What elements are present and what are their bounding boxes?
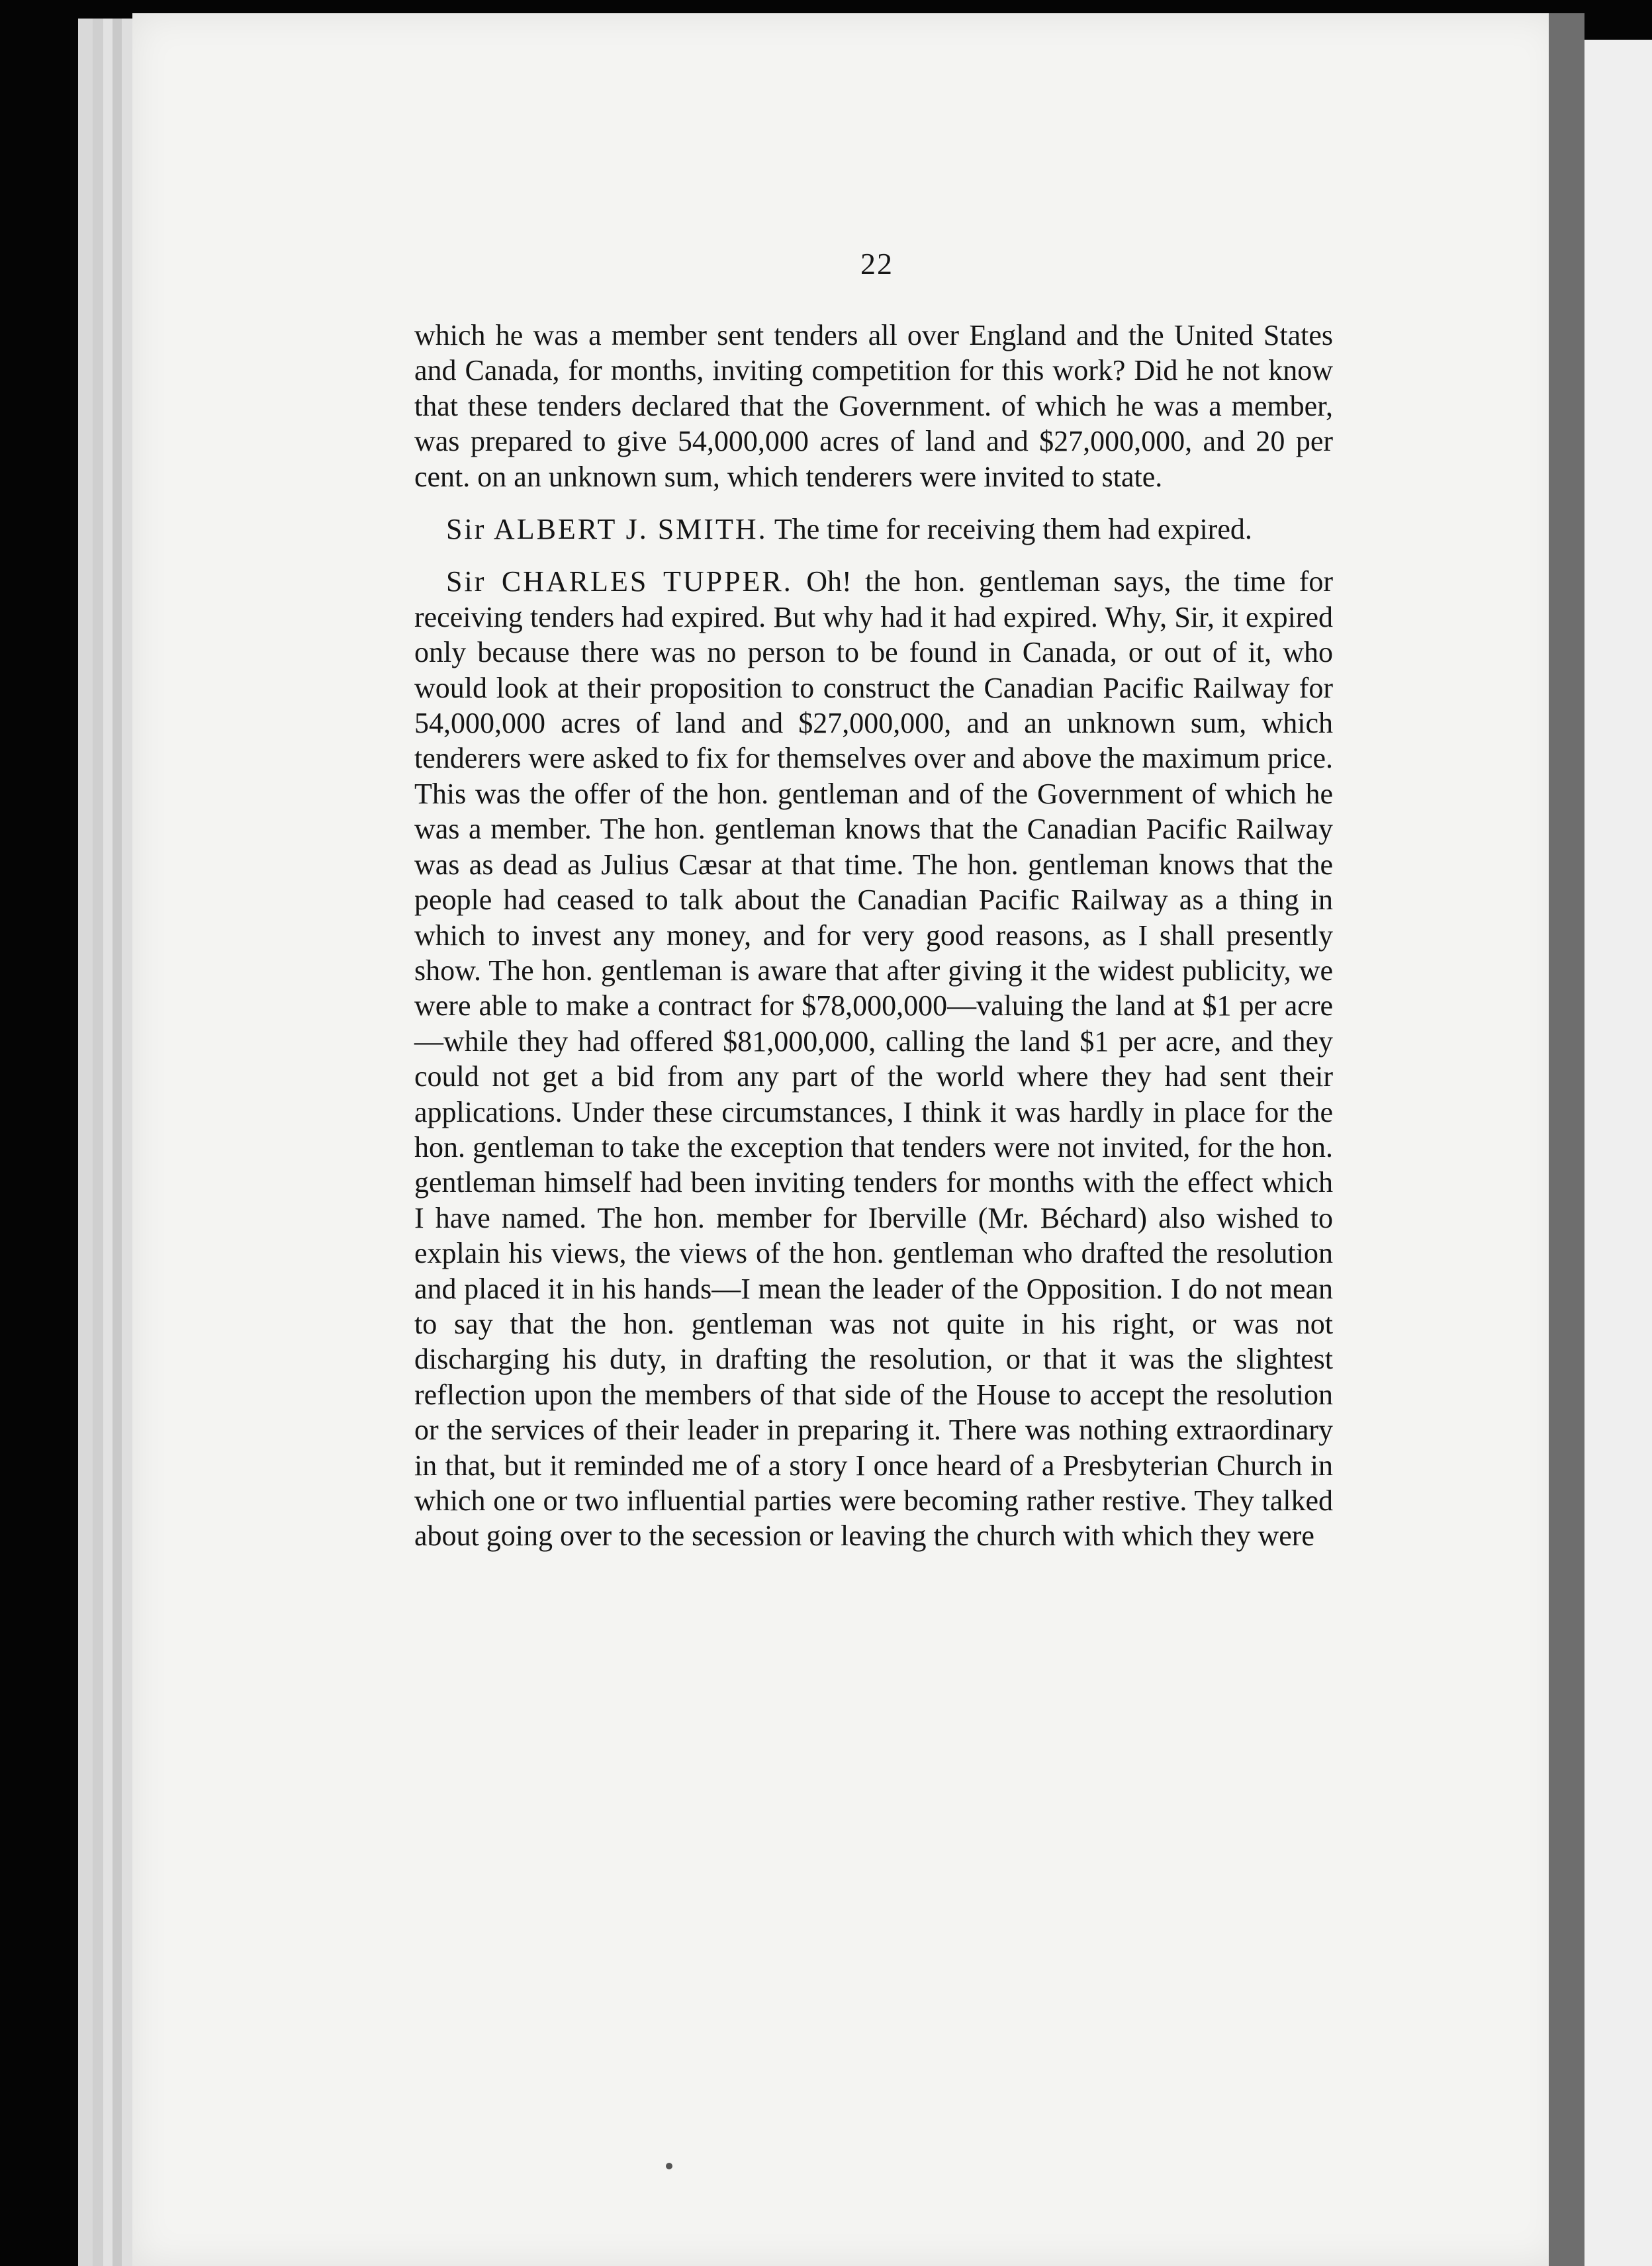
page-gutter [1549,13,1584,2266]
speaker-name: Sir CHARLES TUPPER. [446,565,793,598]
ink-speck [666,2163,672,2169]
paragraph-text: Oh! the hon. gentleman says, the time for receiving tenders had expired. But why had it had expired. Why, Sir, it expired only because there was no person to be found in Canada, or out of it, who would look at their proposition to construct the Canadian Pacific Railway for 54,000,000 acres of land and $27,000,000, and an unknown sum, which tenderers were asked to fix for themselves over and above the maximum price. This was the offer of the hon. gentleman and of the Government of which he was a member. The hon. gentleman knows that the Canadian Pacific Railway was as dead as Julius Cæsar at that time. The hon. gentleman knows that the people had ceased to talk about the Canadian Pacific Railway as a thing in which to invest any money, and for very good reasons, as I shall presently show. The hon. gentleman is aware that after giving it the widest publicity, we were able to make a contract for $78,000,000—valuing the land at $1 per acre—while they had offered $81,000,000, calling the land $1 per acre, and they could not get a bid from any part of the world where they had sent their applications. Under these circumstances, I think it was hardly in place for the hon. gentleman to take the exception that tenders were not invited, for the hon. gentleman himself had been inviting tenders for months with the effect which I have named. The hon. member for Iberville (Mr. Béchard) also wished to explain his views, the views of the hon. gentleman who drafted the resolution and placed it in his hands—I mean the leader of the Opposition. I do not mean to say that the hon. gentleman was not quite in his right, or was not discharging his duty, in drafting the resolution, or that it was the slightest reflection upon the members of that side of the House to accept the resolution or the services of their leader in preparing it. There was nothing extraordinary in that, but it reminded me of a story I once heard of a Presbyterian Church in which one or two influential parties were becoming rather restive. They talked about going over to the secession or leaving the church with which they were [414,565,1333,1553]
speaker-name: Sir ALBERT J. SMITH. [446,513,768,546]
adjacent-page-edge [1584,40,1652,2266]
paragraph [414,564,1333,1553]
body-text [414,318,1333,1571]
paragraph-text: The time for receiving them had expired. [767,513,1252,546]
page-number: 22 [860,247,894,281]
paragraph [414,512,1333,547]
paragraph-text: which he was a member sent tenders all over England and the United States and Canada, for months, inviting competition for this work? Did he not know that these tenders declared that the Government. of which he was a member, was prepared to give 54,000,000 acres of land and $27,000,000, and 20 per cent. on an unknown sum, which tenderers were invited to state. [414,319,1333,493]
paragraph [414,318,1333,494]
